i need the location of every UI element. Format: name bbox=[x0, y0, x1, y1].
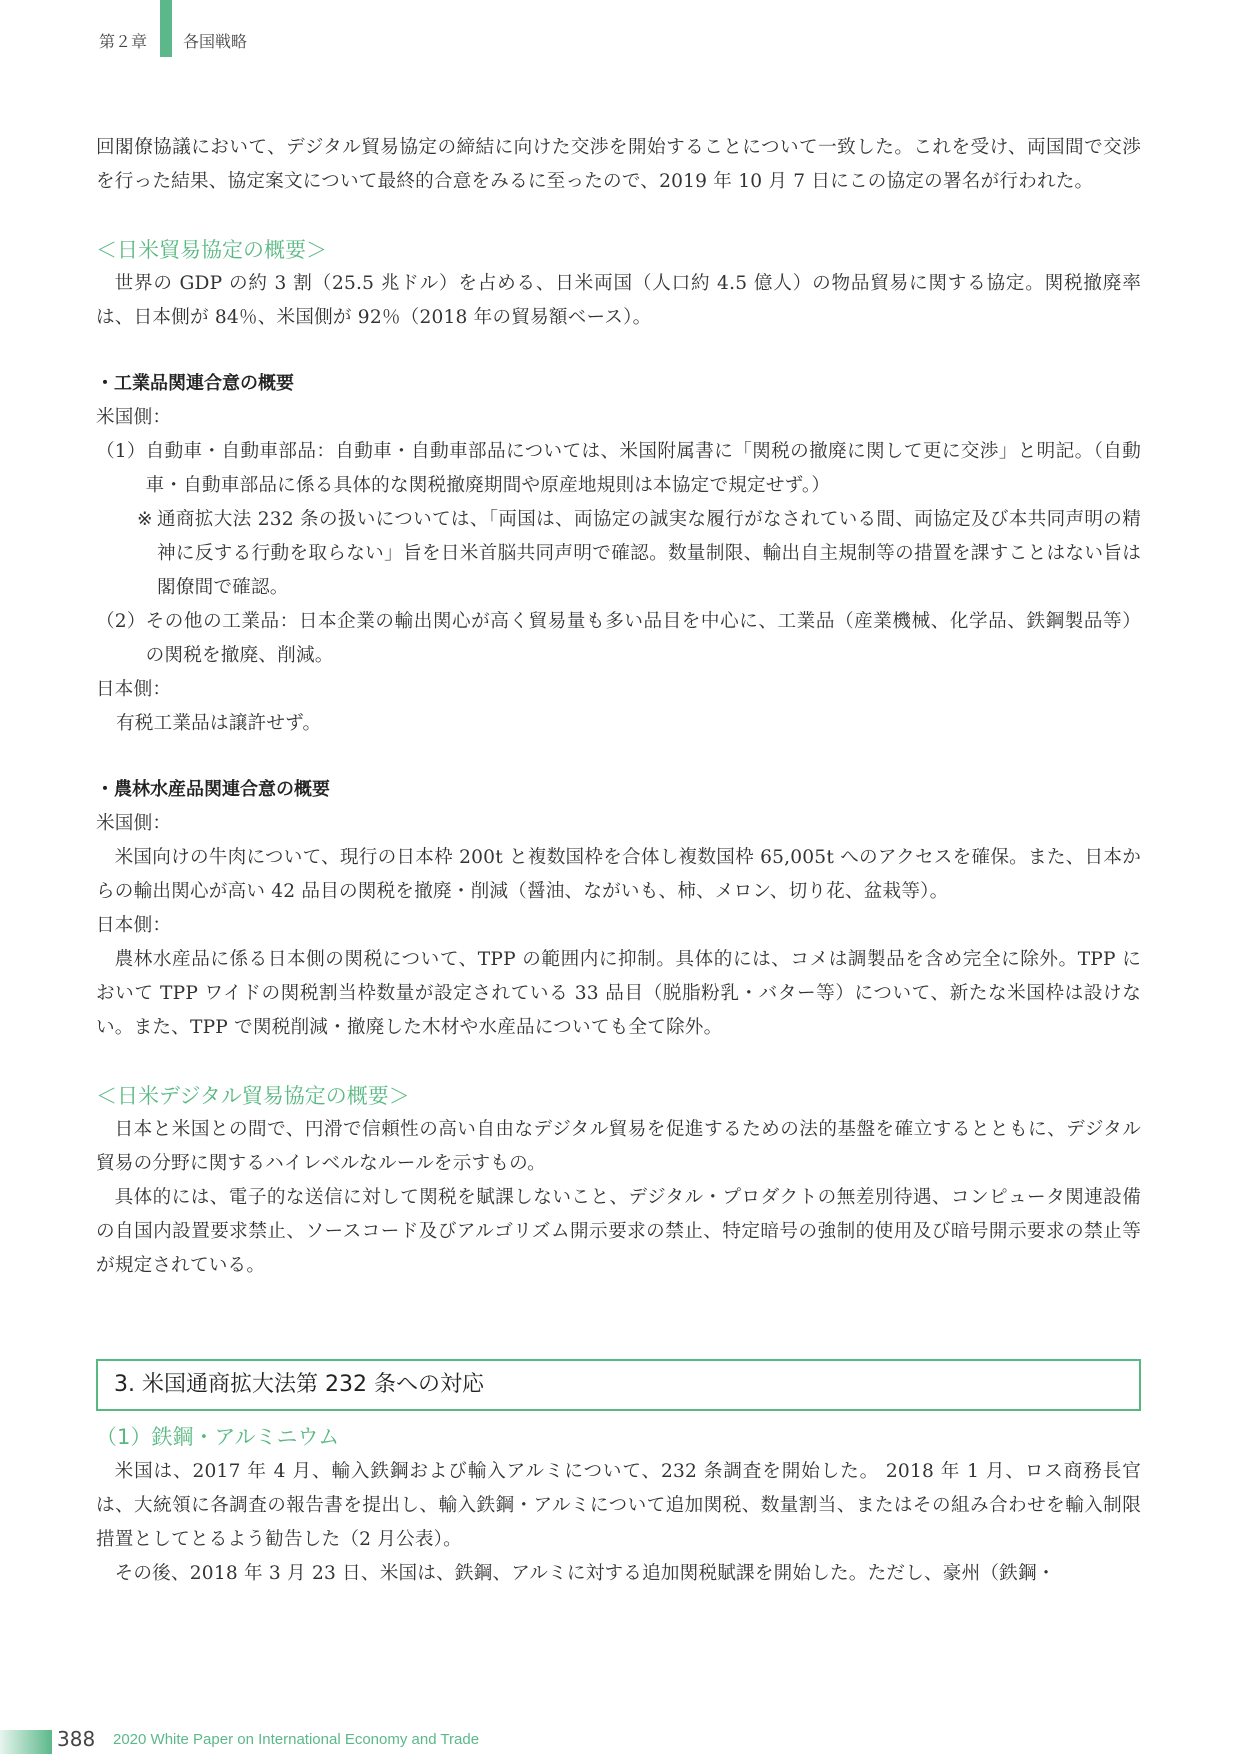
footer-accent-bar bbox=[0, 1730, 52, 1754]
item-number: （2） bbox=[96, 611, 146, 632]
steel-aluminum-subheading: （1）鉄鋼・アルミニウム bbox=[96, 1425, 340, 1449]
industrial-jp-text: 有税工業品は譲許せず。 bbox=[116, 713, 322, 734]
agri-us-text: 米国向けの牛肉について、現行の日本枠 200t と複数国枠を合体し複数国枠 65,005t へのアクセスを確保。また、日本からの輸出関心が高い 42 品目の関税を撤廃・削減（醤油、ながいも、柿、メロン、切り花、盆栽等）。 bbox=[96, 847, 1141, 902]
page-header bbox=[0, 0, 1241, 60]
note-text: 通商拡大法 232 条の扱いについては、「両国は、両協定の誠実な履行がなされている間、両協定及び本共同声明の精神に反する行動を取らない」旨を日米首脳共同声明で確認。数量制限、輸出自主規制等の措置を課すことはない旨は閣僚間で確認。 bbox=[157, 509, 1141, 598]
continued-paragraph: 回閣僚協議において、デジタル貿易協定の締結に向けた交渉を開始することについて一致した。これを受け、両国間で交渉を行った結果、協定案文について最終的合意をみるに至ったので、2019 年 10 月 7 日にこの協定の署名が行われた。 bbox=[96, 137, 1141, 192]
note-mark: ※ bbox=[137, 509, 153, 530]
section-label: 各国戦略 bbox=[183, 32, 248, 51]
item-text: 自動車・自動車部品：自動車・自動車部品については、米国附属書に「関税の撤廃に関して更に交渉」と明記。（自動車・自動車部品に係る具体的な関税撤廃期間や原産地規則は本協定で規定せず。） bbox=[145, 441, 1141, 496]
digital-paragraph-2: 具体的には、電子的な送信に対して関税を賦課しないこと、デジタル・プロダクトの無差別待遇、コンピュータ関連設備の自国内設置要求禁止、ソースコード及びアルゴリズム開示要求の禁止、特定暗号の強制的使用及び暗号開示要求の禁止等が規定されている。 bbox=[96, 1187, 1141, 1276]
agri-jp-text: 農林水産品に係る日本側の関税について、TPP の範囲内に抑制。具体的には、コメは調製品を含め完全に除外。TPP において TPP ワイドの関税割当枠数量が設定されている 33 品目（脱脂粉乳・バター等）について、新たな米国枠は設けない。また、TPP で関税削減・撤廃した木材や水産品についても全て除外。 bbox=[96, 949, 1141, 1038]
chapter-label: 第２章 bbox=[99, 32, 148, 51]
section3-paragraph-1: 米国は、2017 年 4 月、輸入鉄鋼および輸入アルミについて、232 条調査を開始した。 2018 年 1 月、ロス商務長官は、大統領に各調査の報告書を提出し、輸入鉄鋼・アルミについて追加関税、数量割当、またはその組み合わせを輸入制限措置としてとるよう勧告した（2 月公表）。 bbox=[96, 1461, 1141, 1550]
trade-agreement-heading: ＜日米貿易協定の概要＞ bbox=[96, 238, 327, 262]
agri-jp-label: 日本側： bbox=[96, 915, 172, 936]
trade-agreement-intro: 世界の GDP の約 3 割（25.5 兆ドル）を占める、日米両国（人口約 4.5 億人）の物品貿易に関する協定。関税撤廃率は、日本側が 84％、米国側が 92％（2018 年の貿易額ベース）。 bbox=[96, 273, 1141, 328]
section-3-heading-box: 3. 米国通商拡大法第 232 条への対応 bbox=[96, 1359, 1141, 1411]
page-number: 388 bbox=[57, 1727, 96, 1751]
industrial-heading: ・工業品関連合意の概要 bbox=[96, 373, 294, 394]
item-text: その他の工業品：日本企業の輸出関心が高く貿易量も多い品目を中心に、工業品（産業機械、化学品、鉄鋼製品等）の関税を撤廃、削減。 bbox=[145, 611, 1141, 666]
item-number: （1） bbox=[96, 441, 146, 462]
chapter-accent-bar bbox=[160, 0, 172, 57]
agri-heading: ・農林水産品関連合意の概要 bbox=[96, 779, 330, 800]
industrial-item-2 bbox=[96, 605, 1141, 673]
section232-note bbox=[137, 503, 1141, 605]
page-body bbox=[96, 131, 1141, 1591]
agri-us-label: 米国側： bbox=[96, 813, 172, 834]
industrial-jp-label: 日本側： bbox=[96, 679, 172, 700]
industrial-item-1 bbox=[96, 435, 1141, 503]
digital-paragraph-1: 日本と米国との間で、円滑で信頼性の高い自由なデジタル貿易を促進するための法的基盤を確立するとともに、デジタル貿易の分野に関するハイレベルなルールを示すもの。 bbox=[96, 1119, 1141, 1174]
digital-agreement-heading: ＜日米デジタル貿易協定の概要＞ bbox=[96, 1084, 410, 1108]
section3-paragraph-2: その後、2018 年 3 月 23 日、米国は、鉄鋼、アルミに対する追加関税賦課を開始した。ただし、豪州（鉄鋼・ bbox=[114, 1563, 1056, 1584]
industrial-us-label: 米国側： bbox=[96, 407, 172, 428]
footer-title: 2020 White Paper on International Economy and Trade bbox=[113, 1731, 480, 1748]
